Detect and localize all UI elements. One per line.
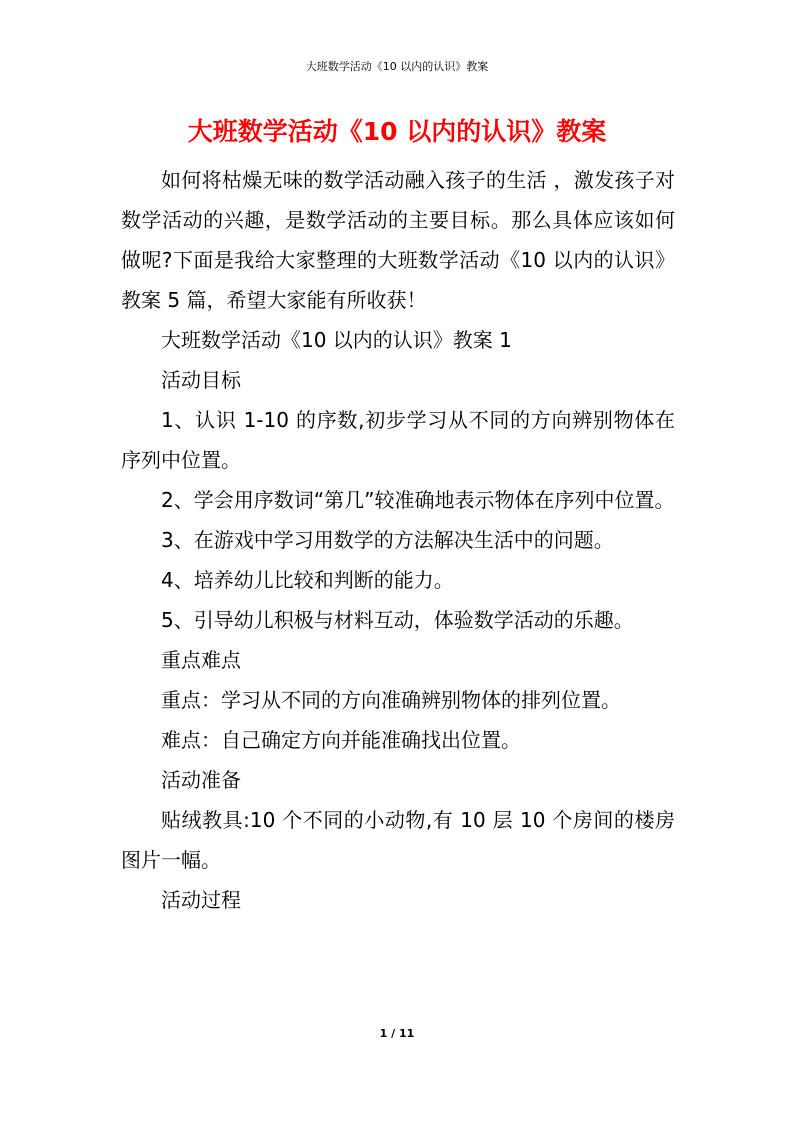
intro-paragraph: 如何将枯燥无味的数学活动融入孩子的生活 ，激发孩子对数学活动的兴趣，是数学活动的主要目标。那么具体应该如何做呢?下面是我给大家整理的大班数学活动《10 以内的认识》教案 5 篇，希望大家能有所收获！	[121, 168, 675, 312]
difficult-point: 难点：自己确定方向并能准确找出位置。	[161, 728, 521, 752]
section-heading-process: 活动过程	[161, 888, 241, 912]
document-title: 大班数学活动《10 以内的认识》教案	[187, 117, 607, 146]
section-heading-preparation: 活动准备	[161, 768, 241, 792]
section-heading-key-points: 重点难点	[161, 648, 241, 672]
goal-item-4: 4、培养幼儿比较和判断的能力。	[161, 568, 454, 592]
goal-item-3: 3、在游戏中学习用数学的方法解决生活中的问题。	[161, 528, 614, 552]
goal-item-5: 5、引导幼儿积极与材料互动，体验数学活动的乐趣。	[161, 608, 634, 632]
preparation-text: 贴绒教具:10 个不同的小动物,有 10 层 10 个房间的楼房图片一幅。	[121, 808, 675, 872]
lesson-heading: 大班数学活动《10 以内的认识》教案 1	[161, 328, 512, 352]
page-number: 1 / 11	[379, 1027, 415, 1040]
document-body	[121, 160, 675, 920]
goal-item-1: 1、认识 1-10 的序数,初步学习从不同的方向辨别物体在序列中位置。	[121, 408, 675, 472]
running-header: 大班数学活动《10 以内的认识》教案	[305, 60, 489, 73]
key-point: 重点：学习从不同的方向准确辨别物体的排列位置。	[161, 688, 621, 712]
goal-item-2: 2、学会用序数词“第几”较准确地表示物体在序列中位置。	[161, 488, 675, 512]
section-heading-goals: 活动目标	[161, 368, 241, 392]
